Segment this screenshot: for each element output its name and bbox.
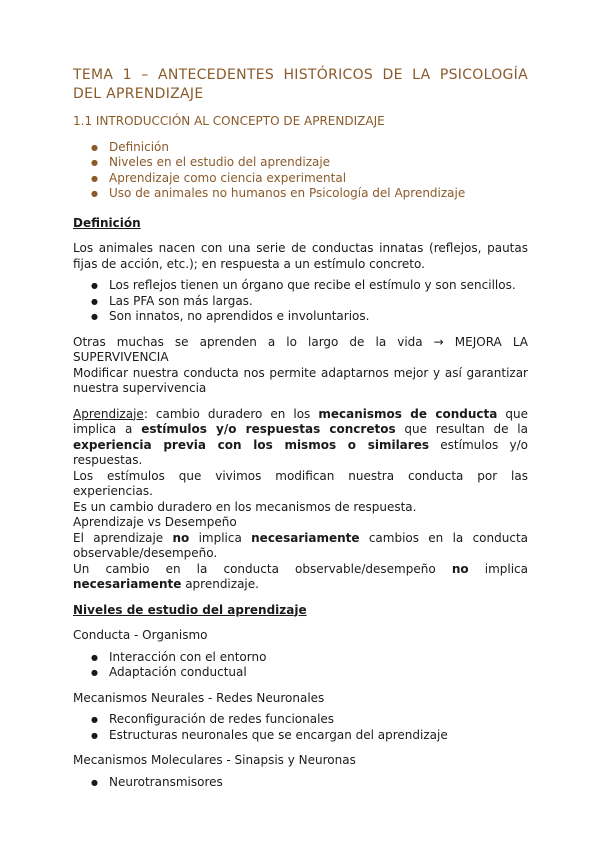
document-title: TEMA 1 – ANTECEDENTES HISTÓRICOS DE LA PSICOLOGÍA DEL APRENDIZAJE — [73, 67, 528, 102]
document-page — [73, 66, 528, 790]
group-label: Mecanismos Neurales - Redes Neuronales — [73, 690, 325, 705]
heading-niveles: Niveles de estudio del aprendizaje — [73, 602, 307, 617]
list-item: ● Neurotransmisores — [91, 775, 528, 791]
group-label: Conducta - Organismo — [73, 628, 208, 642]
paragraph-estimulos: Los estímulos que vivimos modifican nuestra conducta por las experiencias. — [73, 468, 528, 498]
list-item: ● Son innatos, no aprendidos e involuntarios. — [91, 309, 528, 325]
group-list — [73, 775, 528, 791]
group-list — [73, 712, 528, 743]
list-item: ● Las PFA son más largas. — [91, 294, 528, 310]
paragraph-vs: Aprendizaje vs Desempeño — [73, 515, 237, 529]
list-item: ● Los reflejos tienen un órgano que recibe el estímulo y son sencillos. — [91, 278, 528, 294]
paragraph-no-implica-2: Un cambio en la conducta observable/desempeño no implica necesariamente aprendizaje. — [73, 561, 528, 591]
paragraph-intro: Los animales nacen con una serie de conductas innatas (reflejos, pautas fijas de acción, etc.); en respuesta a un estímulo concreto. — [73, 241, 528, 271]
paragraph-no-implica-1: El aprendizaje no implica necesariamente cambios en la conducta observable/desempeño. — [73, 530, 529, 560]
paragraph-modificar: Modificar nuestra conducta nos permite adaptarnos mejor y así garantizar nuestra supervivencia — [73, 365, 528, 395]
toc-item: ● Niveles en el estudio del aprendizaje — [91, 155, 528, 171]
term-aprendizaje: Aprendizaje — [73, 406, 144, 421]
toc-item: ● Aprendizaje como ciencia experimental — [91, 171, 528, 187]
paragraph-cambio-duradero: Es un cambio duradero en los mecanismos de respuesta. — [73, 499, 417, 514]
reflex-list — [73, 278, 528, 325]
toc-item: ● Uso de animales no humanos en Psicología del Aprendizaje — [91, 186, 528, 202]
list-item: ● Interacción con el entorno — [91, 650, 528, 666]
paragraph-supervivencia: Otras muchas se aprenden a lo largo de la vida → MEJORA LA SUPERVIVENCIA — [73, 334, 528, 364]
table-of-contents — [73, 140, 528, 202]
group-label: Mecanismos Moleculares - Sinapsis y Neuronas — [73, 753, 356, 767]
group-list — [73, 650, 528, 681]
list-item: ● Estructuras neuronales que se encargan del aprendizaje — [91, 728, 528, 744]
heading-definicion: Definición — [73, 215, 141, 230]
section-subtitle: 1.1 INTRODUCCIÓN AL CONCEPTO DE APRENDIZAJE — [73, 114, 385, 128]
paragraph-aprendizaje-definition: Aprendizaje: cambio duradero en los mecanismos de conducta que implica a estímulos y/o respuestas concretos que resultan de la experiencia previa con los mismos o similares estímulos y/o respuestas. — [73, 406, 529, 467]
list-item: ● Adaptación conductual — [91, 665, 528, 681]
list-item: ● Reconfiguración de redes funcionales — [91, 712, 528, 728]
toc-item: ● Definición — [91, 140, 528, 156]
